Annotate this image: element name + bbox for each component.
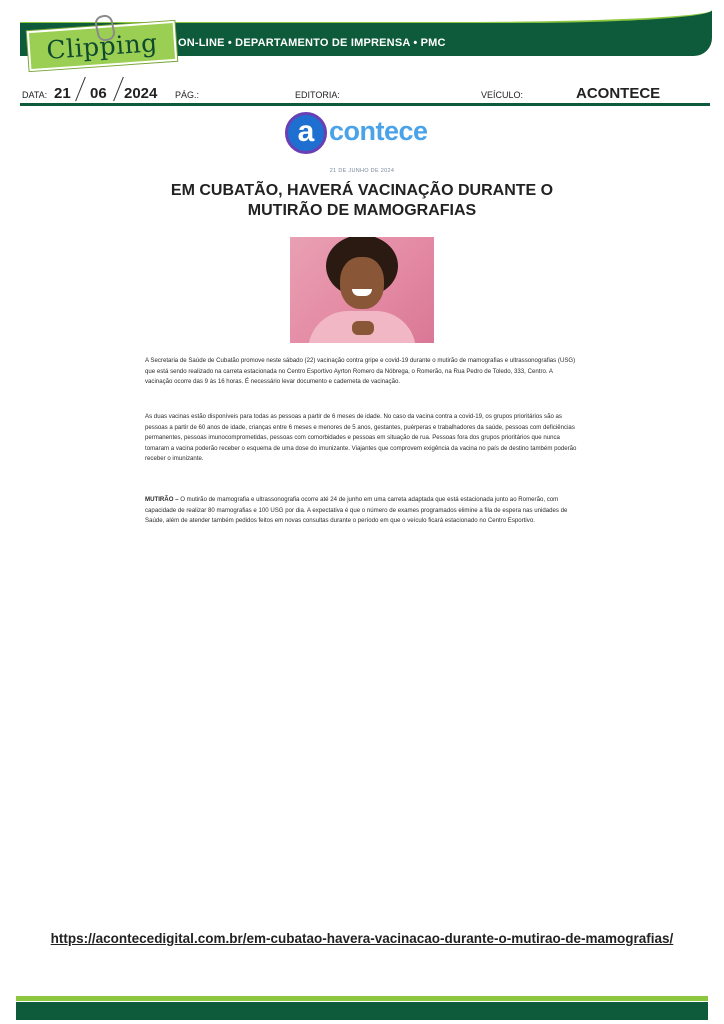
clipping-brand-text: Clipping — [45, 27, 159, 65]
section-label: EDITORIA: — [295, 90, 340, 100]
date-day: 21 — [54, 85, 71, 102]
logo-mark: a — [285, 112, 327, 154]
info-divider — [20, 103, 710, 106]
vehicle-label: VEÍCULO: — [481, 90, 524, 100]
date-separator — [113, 77, 124, 101]
date-year: 2024 — [124, 85, 158, 102]
photo-face-shape — [340, 257, 384, 309]
paragraph-lead: MUTIRÃO – — [145, 496, 179, 503]
footer-lime-stripe — [16, 996, 708, 1001]
paragraph-body: O mutirão de mamografia e ultrassonografia ocorre até 24 de junho em uma carreta adaptada que está estacionada junto ao Romerão, com capacidade de realizar 80 mamografias e 100 USG por dia. A expectativa é que o número de exames programados elimine a fila de espera nas unidades de Saúde, além de atender também pedidos feitos em novas consultas durante o período em que o veículo ficará estacionado no Centro Esportivo. — [145, 496, 568, 525]
acontece-logo — [285, 112, 445, 154]
clipping-info-row — [20, 82, 710, 104]
date-month: 06 — [90, 85, 107, 102]
date-label: DATA: — [22, 90, 48, 100]
article-photo — [290, 237, 434, 343]
date-separator — [75, 77, 86, 101]
article-date: 21 DE JUNHO DE 2024 — [329, 168, 395, 174]
page-label: PÁG.: — [175, 90, 200, 100]
article-paragraph-1: A Secretaria de Saúde de Cubatão promove neste sábado (22) vacinação contra gripe e covid-19 durante o mutirão de mamografias e ultrassonografias (USG) que está sendo realizado na carreta estacionada no Centro Esportivo Ayrton Romero da Nóbrega, o Romerão, na Rua Pedro de Toledo, 333, Centro. A vacinação ocorre das 9 às 16 horas. É necessário levar documento e caderneta de vacinação. — [145, 357, 576, 386]
article-paragraph-3 — [145, 495, 579, 527]
photo-hands-shape — [352, 321, 374, 335]
source-url-link[interactable]: https://acontecedigital.com.br/em-cubatao-havera-vacinacao-durante-o-mutirao-de-mamografias/ — [50, 931, 674, 946]
article-headline: EM CUBATÃO, HAVERÁ VACINAÇÃO DURANTE O MUTIRÃO DE MAMOGRAFIAS — [170, 182, 554, 219]
department-subtitle: ON-LINE • DEPARTAMENTO DE IMPRENSA • PMC — [178, 37, 446, 49]
footer-band — [16, 1002, 708, 1020]
logo-wordmark: contece — [329, 116, 428, 146]
vehicle-name: ACONTECE — [576, 85, 661, 102]
article-paragraph-2: As duas vacinas estão disponíveis para todas as pessoas a partir de 6 meses de idade. No caso da vacina contra a covid-19, os grupos prioritários são as pessoas a partir de 60 anos de idade, crianças entre 6 meses e menores de 5 anos, gestantes, puérperas e trabalhadores da saúde, pessoas com deficiências permanentes, pessoas imunocomprometidas, pessoas com comorbidades e pessoas em situação de rua. Pessoas fora dos grupos prioritários que nunca tomaram a vacina poderão receber o esquema de uma dose do imunizante. Viajantes que comprovem exigência da vacina no país de destino também poderão receber o imunizante. — [145, 413, 577, 463]
